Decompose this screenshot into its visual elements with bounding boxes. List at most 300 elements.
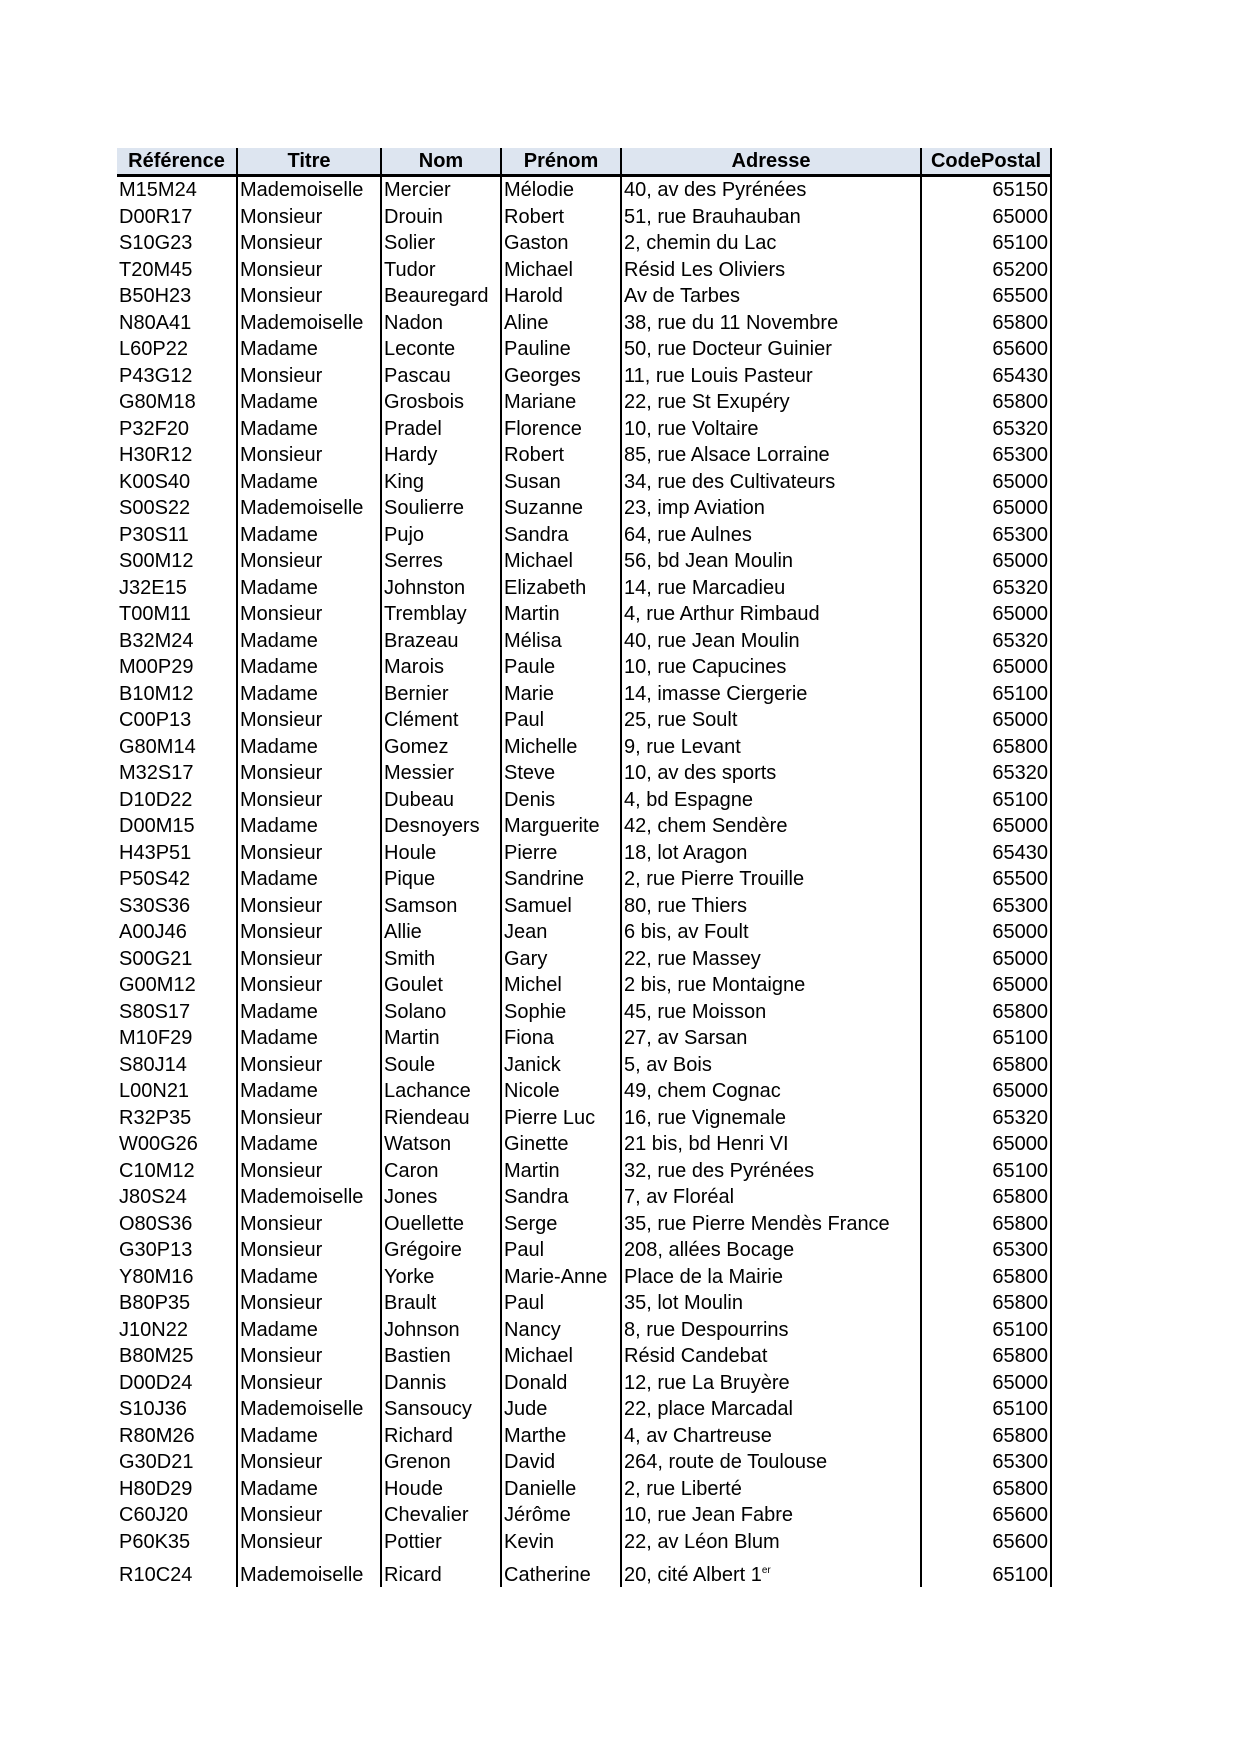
- cell-reference: H30R12: [119, 444, 193, 467]
- cell-nom: King: [381, 469, 501, 496]
- table-row: [117, 283, 1051, 310]
- cell-prenom: Nancy: [501, 1317, 621, 1344]
- cell-adresse: 34, rue des Cultivateurs: [621, 469, 921, 496]
- table-row: [117, 787, 1051, 814]
- cell-adresse: 14, imasse Ciergerie: [621, 681, 921, 708]
- cell-reference: S00G21: [119, 947, 193, 970]
- cell-prenom: Aline: [501, 310, 621, 337]
- cell-titre: Monsieur: [237, 363, 381, 390]
- cell-nom: Sansoucy: [381, 1396, 501, 1423]
- cell-reference: B50H23: [119, 285, 192, 308]
- table-row: [117, 522, 1051, 549]
- table-row: [117, 204, 1051, 231]
- cell-nom: Richard: [381, 1423, 501, 1450]
- cell-nom: Leconte: [381, 336, 501, 363]
- cell-titre: Madame: [237, 389, 381, 416]
- cell-reference: M32S17: [119, 762, 194, 785]
- table-row: [117, 1237, 1051, 1264]
- spreadsheet-page: [117, 148, 1052, 1587]
- cell-adresse: 49, chem Cognac: [621, 1078, 921, 1105]
- cell-adresse: 2, rue Pierre Trouille: [621, 866, 921, 893]
- cell-adresse: 18, lot Aragon: [621, 840, 921, 867]
- cell-reference: W00G26: [119, 1133, 198, 1156]
- cell-adresse: 25, rue Soult: [621, 707, 921, 734]
- table-row: [117, 1555, 1051, 1587]
- table-row: [117, 442, 1051, 469]
- table-row: [117, 734, 1051, 761]
- cell-reference: P50S42: [119, 868, 191, 891]
- cell-prenom: Pauline: [501, 336, 621, 363]
- cell-reference: T20M45: [119, 258, 193, 281]
- table-body: [117, 176, 1051, 1588]
- cell-titre: Monsieur: [237, 972, 381, 999]
- table-row: [117, 707, 1051, 734]
- cell-titre: Madame: [237, 1131, 381, 1158]
- cell-prenom: Pierre: [501, 840, 621, 867]
- cell-codepostal: 65000: [921, 548, 1051, 575]
- header-row: [117, 148, 1051, 176]
- table-row: [117, 1449, 1051, 1476]
- cell-prenom: Michelle: [501, 734, 621, 761]
- cell-titre: Monsieur: [237, 840, 381, 867]
- table-row: [117, 813, 1051, 840]
- table-row: [117, 1025, 1051, 1052]
- cell-titre: Madame: [237, 1423, 381, 1450]
- cell-titre: Monsieur: [237, 1449, 381, 1476]
- cell-nom: Dannis: [381, 1370, 501, 1397]
- cell-titre: Monsieur: [237, 760, 381, 787]
- table-row: [117, 1529, 1051, 1556]
- cell-adresse: 64, rue Aulnes: [621, 522, 921, 549]
- table-row: [117, 1158, 1051, 1185]
- cell-titre: Monsieur: [237, 230, 381, 257]
- cell-prenom: Paul: [501, 1237, 621, 1264]
- cell-reference: D10D22: [119, 788, 193, 811]
- cell-codepostal: 65800: [921, 389, 1051, 416]
- cell-prenom: Paule: [501, 654, 621, 681]
- cell-adresse: Résid Les Oliviers: [621, 257, 921, 284]
- cell-prenom: Sophie: [501, 999, 621, 1026]
- cell-codepostal: 65320: [921, 628, 1051, 655]
- cell-codepostal: 65320: [921, 416, 1051, 443]
- cell-nom: Goulet: [381, 972, 501, 999]
- cell-prenom: Steve: [501, 760, 621, 787]
- table-row: [117, 1423, 1051, 1450]
- cell-codepostal: 65000: [921, 707, 1051, 734]
- cell-reference: G80M18: [119, 391, 196, 414]
- cell-prenom: Susan: [501, 469, 621, 496]
- cell-codepostal: 65320: [921, 575, 1051, 602]
- table-row: [117, 495, 1051, 522]
- table-row: [117, 946, 1051, 973]
- cell-reference: P30S11: [119, 523, 189, 546]
- cell-adresse: Place de la Mairie: [621, 1264, 921, 1291]
- cell-codepostal: 65430: [921, 363, 1051, 390]
- cell-nom: Brault: [381, 1290, 501, 1317]
- cell-codepostal: 65800: [921, 1264, 1051, 1291]
- cell-codepostal: 65100: [921, 787, 1051, 814]
- cell-nom: Desnoyers: [381, 813, 501, 840]
- cell-adresse: 4, bd Espagne: [621, 787, 921, 814]
- cell-nom: Pujo: [381, 522, 501, 549]
- cell-prenom: Serge: [501, 1211, 621, 1238]
- cell-nom: Soule: [381, 1052, 501, 1079]
- cell-prenom: Robert: [501, 442, 621, 469]
- cell-nom: Riendeau: [381, 1105, 501, 1132]
- cell-prenom: Michael: [501, 1343, 621, 1370]
- cell-titre: Monsieur: [237, 707, 381, 734]
- cell-reference: C60J20: [119, 1504, 188, 1527]
- cell-prenom: Sandra: [501, 1184, 621, 1211]
- cell-codepostal: 65500: [921, 866, 1051, 893]
- cell-adresse: 10, rue Voltaire: [621, 416, 921, 443]
- table-row: [117, 389, 1051, 416]
- cell-nom: Solier: [381, 230, 501, 257]
- cell-reference: S00S22: [119, 497, 191, 520]
- table-row: [117, 1131, 1051, 1158]
- cell-codepostal: 65430: [921, 840, 1051, 867]
- cell-titre: Monsieur: [237, 1052, 381, 1079]
- cell-prenom: Marie-Anne: [501, 1264, 621, 1291]
- cell-nom: Tudor: [381, 257, 501, 284]
- cell-adresse: 56, bd Jean Moulin: [621, 548, 921, 575]
- cell-nom: Martin: [381, 1025, 501, 1052]
- cell-codepostal: 65800: [921, 1052, 1051, 1079]
- cell-nom: Bernier: [381, 681, 501, 708]
- cell-codepostal: 65800: [921, 1476, 1051, 1503]
- cell-reference: O80S36: [119, 1212, 193, 1235]
- cell-reference: S10G23: [119, 232, 193, 255]
- table-row: [117, 972, 1051, 999]
- cell-reference: R80M26: [119, 1424, 195, 1447]
- cell-nom: Nadon: [381, 310, 501, 337]
- cell-adresse: 4, rue Arthur Rimbaud: [621, 601, 921, 628]
- cell-reference: N80A41: [119, 311, 192, 334]
- table-row: [117, 469, 1051, 496]
- cell-codepostal: 65600: [921, 336, 1051, 363]
- table-row: [117, 176, 1051, 204]
- table-row: [117, 1396, 1051, 1423]
- cell-reference: G30P13: [119, 1239, 193, 1262]
- cell-codepostal: 65000: [921, 495, 1051, 522]
- cell-reference: J80S24: [119, 1186, 187, 1209]
- cell-reference: B32M24: [119, 629, 194, 652]
- table-row: [117, 416, 1051, 443]
- cell-nom: Grenon: [381, 1449, 501, 1476]
- cell-adresse: 14, rue Marcadieu: [621, 575, 921, 602]
- table-row: [117, 1502, 1051, 1529]
- cell-titre: Madame: [237, 734, 381, 761]
- cell-titre: Monsieur: [237, 1502, 381, 1529]
- cell-titre: Monsieur: [237, 787, 381, 814]
- cell-titre: Madame: [237, 1476, 381, 1503]
- cell-titre: Mademoiselle: [237, 1555, 381, 1587]
- cell-nom: Dubeau: [381, 787, 501, 814]
- cell-prenom: Nicole: [501, 1078, 621, 1105]
- cell-adresse: 5, av Bois: [621, 1052, 921, 1079]
- cell-adresse: 10, av des sports: [621, 760, 921, 787]
- table-row: [117, 363, 1051, 390]
- cell-prenom: Robert: [501, 204, 621, 231]
- cell-codepostal: 65800: [921, 1343, 1051, 1370]
- cell-reference: A00J46: [119, 921, 187, 944]
- cell-reference: L00N21: [119, 1080, 190, 1103]
- cell-codepostal: 65300: [921, 522, 1051, 549]
- cell-adresse: 2, chemin du Lac: [621, 230, 921, 257]
- cell-prenom: Marie: [501, 681, 621, 708]
- cell-adresse: 7, av Floréal: [621, 1184, 921, 1211]
- cell-prenom: Michael: [501, 548, 621, 575]
- table-row: [117, 1105, 1051, 1132]
- cell-codepostal: 65600: [921, 1529, 1051, 1556]
- cell-reference: D00R17: [119, 205, 193, 228]
- cell-adresse: 85, rue Alsace Lorraine: [621, 442, 921, 469]
- table-row: [117, 257, 1051, 284]
- cell-adresse: 40, rue Jean Moulin: [621, 628, 921, 655]
- cell-reference: P60K35: [119, 1530, 191, 1553]
- cell-titre: Monsieur: [237, 1529, 381, 1556]
- adresse-superscript: er: [761, 1565, 771, 1576]
- cell-codepostal: 65500: [921, 283, 1051, 310]
- table-row: [117, 1317, 1051, 1344]
- cell-titre: Madame: [237, 469, 381, 496]
- cell-nom: Clément: [381, 707, 501, 734]
- cell-nom: Pique: [381, 866, 501, 893]
- cell-titre: Monsieur: [237, 1290, 381, 1317]
- cell-adresse: 42, chem Sendère: [621, 813, 921, 840]
- cell-reference: Y80M16: [119, 1265, 194, 1288]
- cell-nom: Pradel: [381, 416, 501, 443]
- cell-adresse: 9, rue Levant: [621, 734, 921, 761]
- cell-nom: Jones: [381, 1184, 501, 1211]
- cell-codepostal: 65100: [921, 681, 1051, 708]
- cell-reference: J10N22: [119, 1318, 188, 1341]
- header-codepostal: CodePostal: [921, 148, 1051, 176]
- cell-prenom: Sandra: [501, 522, 621, 549]
- cell-nom: Pottier: [381, 1529, 501, 1556]
- cell-prenom: Samuel: [501, 893, 621, 920]
- cell-adresse: 21 bis, bd Henri VI: [621, 1131, 921, 1158]
- cell-titre: Monsieur: [237, 548, 381, 575]
- cell-reference: M15M24: [119, 179, 197, 202]
- cell-adresse: 32, rue des Pyrénées: [621, 1158, 921, 1185]
- cell-adresse: 35, lot Moulin: [621, 1290, 921, 1317]
- cell-adresse: 38, rue du 11 Novembre: [621, 310, 921, 337]
- cell-prenom: Marthe: [501, 1423, 621, 1450]
- cell-adresse: 264, route de Toulouse: [621, 1449, 921, 1476]
- cell-reference: G30D21: [119, 1451, 194, 1474]
- cell-codepostal: 65100: [921, 1555, 1051, 1587]
- cell-adresse: Résid Candebat: [621, 1343, 921, 1370]
- cell-adresse: 80, rue Thiers: [621, 893, 921, 920]
- cell-prenom: Paul: [501, 707, 621, 734]
- table-row: [117, 893, 1051, 920]
- cell-titre: Madame: [237, 1317, 381, 1344]
- cell-titre: Mademoiselle: [237, 176, 381, 204]
- cell-titre: Madame: [237, 1264, 381, 1291]
- cell-prenom: Mélodie: [501, 176, 621, 204]
- cell-titre: Madame: [237, 575, 381, 602]
- cell-reference: D00D24: [119, 1371, 193, 1394]
- cell-nom: Mercier: [381, 176, 501, 204]
- cell-adresse: 2, rue Liberté: [621, 1476, 921, 1503]
- cell-prenom: Martin: [501, 1158, 621, 1185]
- cell-prenom: Donald: [501, 1370, 621, 1397]
- cell-prenom: Janick: [501, 1052, 621, 1079]
- cell-codepostal: 65800: [921, 999, 1051, 1026]
- cell-prenom: Catherine: [501, 1555, 621, 1587]
- cell-titre: Monsieur: [237, 283, 381, 310]
- cell-nom: Caron: [381, 1158, 501, 1185]
- cell-nom: Johnson: [381, 1317, 501, 1344]
- cell-nom: Drouin: [381, 204, 501, 231]
- cell-reference: S80J14: [119, 1053, 187, 1076]
- cell-adresse: 51, rue Brauhauban: [621, 204, 921, 231]
- cell-nom: Grosbois: [381, 389, 501, 416]
- cell-codepostal: 65000: [921, 946, 1051, 973]
- cell-nom: Soulierre: [381, 495, 501, 522]
- cell-codepostal: 65100: [921, 1025, 1051, 1052]
- cell-reference: C10M12: [119, 1159, 195, 1182]
- cell-reference: S10J36: [119, 1398, 187, 1421]
- cell-titre: Madame: [237, 336, 381, 363]
- cell-adresse: 50, rue Docteur Guinier: [621, 336, 921, 363]
- table-row: [117, 1211, 1051, 1238]
- cell-codepostal: 65000: [921, 919, 1051, 946]
- cell-titre: Monsieur: [237, 204, 381, 231]
- cell-titre: Mademoiselle: [237, 1184, 381, 1211]
- cell-prenom: Suzanne: [501, 495, 621, 522]
- cell-titre: Monsieur: [237, 893, 381, 920]
- header-prenom: Prénom: [501, 148, 621, 176]
- cell-adresse: 35, rue Pierre Mendès France: [621, 1211, 921, 1238]
- cell-codepostal: 65800: [921, 1423, 1051, 1450]
- cell-nom: Yorke: [381, 1264, 501, 1291]
- cell-reference: R32P35: [119, 1106, 192, 1129]
- cell-prenom: Michael: [501, 257, 621, 284]
- cell-reference: M00P29: [119, 656, 194, 679]
- cell-reference: H80D29: [119, 1477, 193, 1500]
- cell-titre: Madame: [237, 416, 381, 443]
- cell-nom: Johnston: [381, 575, 501, 602]
- cell-prenom: Gary: [501, 946, 621, 973]
- cell-prenom: Jude: [501, 1396, 621, 1423]
- cell-codepostal: 65800: [921, 1290, 1051, 1317]
- cell-nom: Pascau: [381, 363, 501, 390]
- cell-titre: Mademoiselle: [237, 495, 381, 522]
- cell-codepostal: 65000: [921, 601, 1051, 628]
- cell-titre: Monsieur: [237, 1237, 381, 1264]
- cell-reference: M10F29: [119, 1027, 193, 1050]
- cell-nom: Watson: [381, 1131, 501, 1158]
- cell-adresse: 10, rue Jean Fabre: [621, 1502, 921, 1529]
- cell-adresse: 22, av Léon Blum: [621, 1529, 921, 1556]
- table-row: [117, 840, 1051, 867]
- table-row: [117, 1264, 1051, 1291]
- table-row: [117, 1343, 1051, 1370]
- cell-titre: Madame: [237, 1078, 381, 1105]
- cell-reference: G00M12: [119, 974, 196, 997]
- cell-codepostal: 65000: [921, 469, 1051, 496]
- table-row: [117, 1476, 1051, 1503]
- cell-prenom: Elizabeth: [501, 575, 621, 602]
- cell-codepostal: 65800: [921, 1184, 1051, 1211]
- cell-reference: S30S36: [119, 894, 191, 917]
- cell-nom: Tremblay: [381, 601, 501, 628]
- cell-codepostal: 65000: [921, 1078, 1051, 1105]
- cell-nom: Houle: [381, 840, 501, 867]
- cell-prenom: Paul: [501, 1290, 621, 1317]
- table-row: [117, 310, 1051, 337]
- cell-reference: B80M25: [119, 1345, 194, 1368]
- cell-prenom: Mariane: [501, 389, 621, 416]
- cell-prenom: Marguerite: [501, 813, 621, 840]
- cell-titre: Monsieur: [237, 919, 381, 946]
- client-table: [117, 148, 1052, 1587]
- cell-adresse: 11, rue Louis Pasteur: [621, 363, 921, 390]
- cell-adresse: Av de Tarbes: [621, 283, 921, 310]
- cell-reference: D00M15: [119, 815, 195, 838]
- cell-adresse: 40, av des Pyrénées: [621, 176, 921, 204]
- cell-reference: P43G12: [119, 364, 193, 387]
- cell-codepostal: 65100: [921, 1158, 1051, 1185]
- cell-nom: Samson: [381, 893, 501, 920]
- cell-codepostal: 65300: [921, 893, 1051, 920]
- cell-titre: Monsieur: [237, 257, 381, 284]
- cell-adresse: 208, allées Bocage: [621, 1237, 921, 1264]
- cell-titre: Madame: [237, 654, 381, 681]
- cell-nom: Chevalier: [381, 1502, 501, 1529]
- table-row: [117, 601, 1051, 628]
- cell-prenom: Pierre Luc: [501, 1105, 621, 1132]
- table-row: [117, 230, 1051, 257]
- adresse-text: 20, cité Albert 1: [624, 1564, 762, 1586]
- cell-prenom: Michel: [501, 972, 621, 999]
- table-row: [117, 548, 1051, 575]
- cell-titre: Madame: [237, 628, 381, 655]
- cell-codepostal: 65320: [921, 1105, 1051, 1132]
- cell-nom: Houde: [381, 1476, 501, 1503]
- cell-nom: Messier: [381, 760, 501, 787]
- cell-nom: Ricard: [381, 1555, 501, 1587]
- header-titre: Titre: [237, 148, 381, 176]
- cell-adresse: 22, place Marcadal: [621, 1396, 921, 1423]
- cell-prenom: Florence: [501, 416, 621, 443]
- table-row: [117, 628, 1051, 655]
- cell-reference: B10M12: [119, 682, 194, 705]
- cell-prenom: Gaston: [501, 230, 621, 257]
- cell-reference: T00M11: [119, 603, 191, 626]
- cell-adresse: 23, imp Aviation: [621, 495, 921, 522]
- cell-prenom: Harold: [501, 283, 621, 310]
- table-row: [117, 1184, 1051, 1211]
- cell-codepostal: 65800: [921, 734, 1051, 761]
- cell-titre: Madame: [237, 681, 381, 708]
- table-row: [117, 654, 1051, 681]
- cell-codepostal: 65100: [921, 1317, 1051, 1344]
- cell-titre: Madame: [237, 813, 381, 840]
- cell-codepostal: 65320: [921, 760, 1051, 787]
- cell-prenom: Danielle: [501, 1476, 621, 1503]
- cell-titre: Monsieur: [237, 1105, 381, 1132]
- cell-nom: Grégoire: [381, 1237, 501, 1264]
- cell-prenom: Martin: [501, 601, 621, 628]
- cell-nom: Allie: [381, 919, 501, 946]
- cell-prenom: Jean: [501, 919, 621, 946]
- cell-codepostal: 65000: [921, 1131, 1051, 1158]
- cell-adresse: 12, rue La Bruyère: [621, 1370, 921, 1397]
- cell-titre: Monsieur: [237, 1343, 381, 1370]
